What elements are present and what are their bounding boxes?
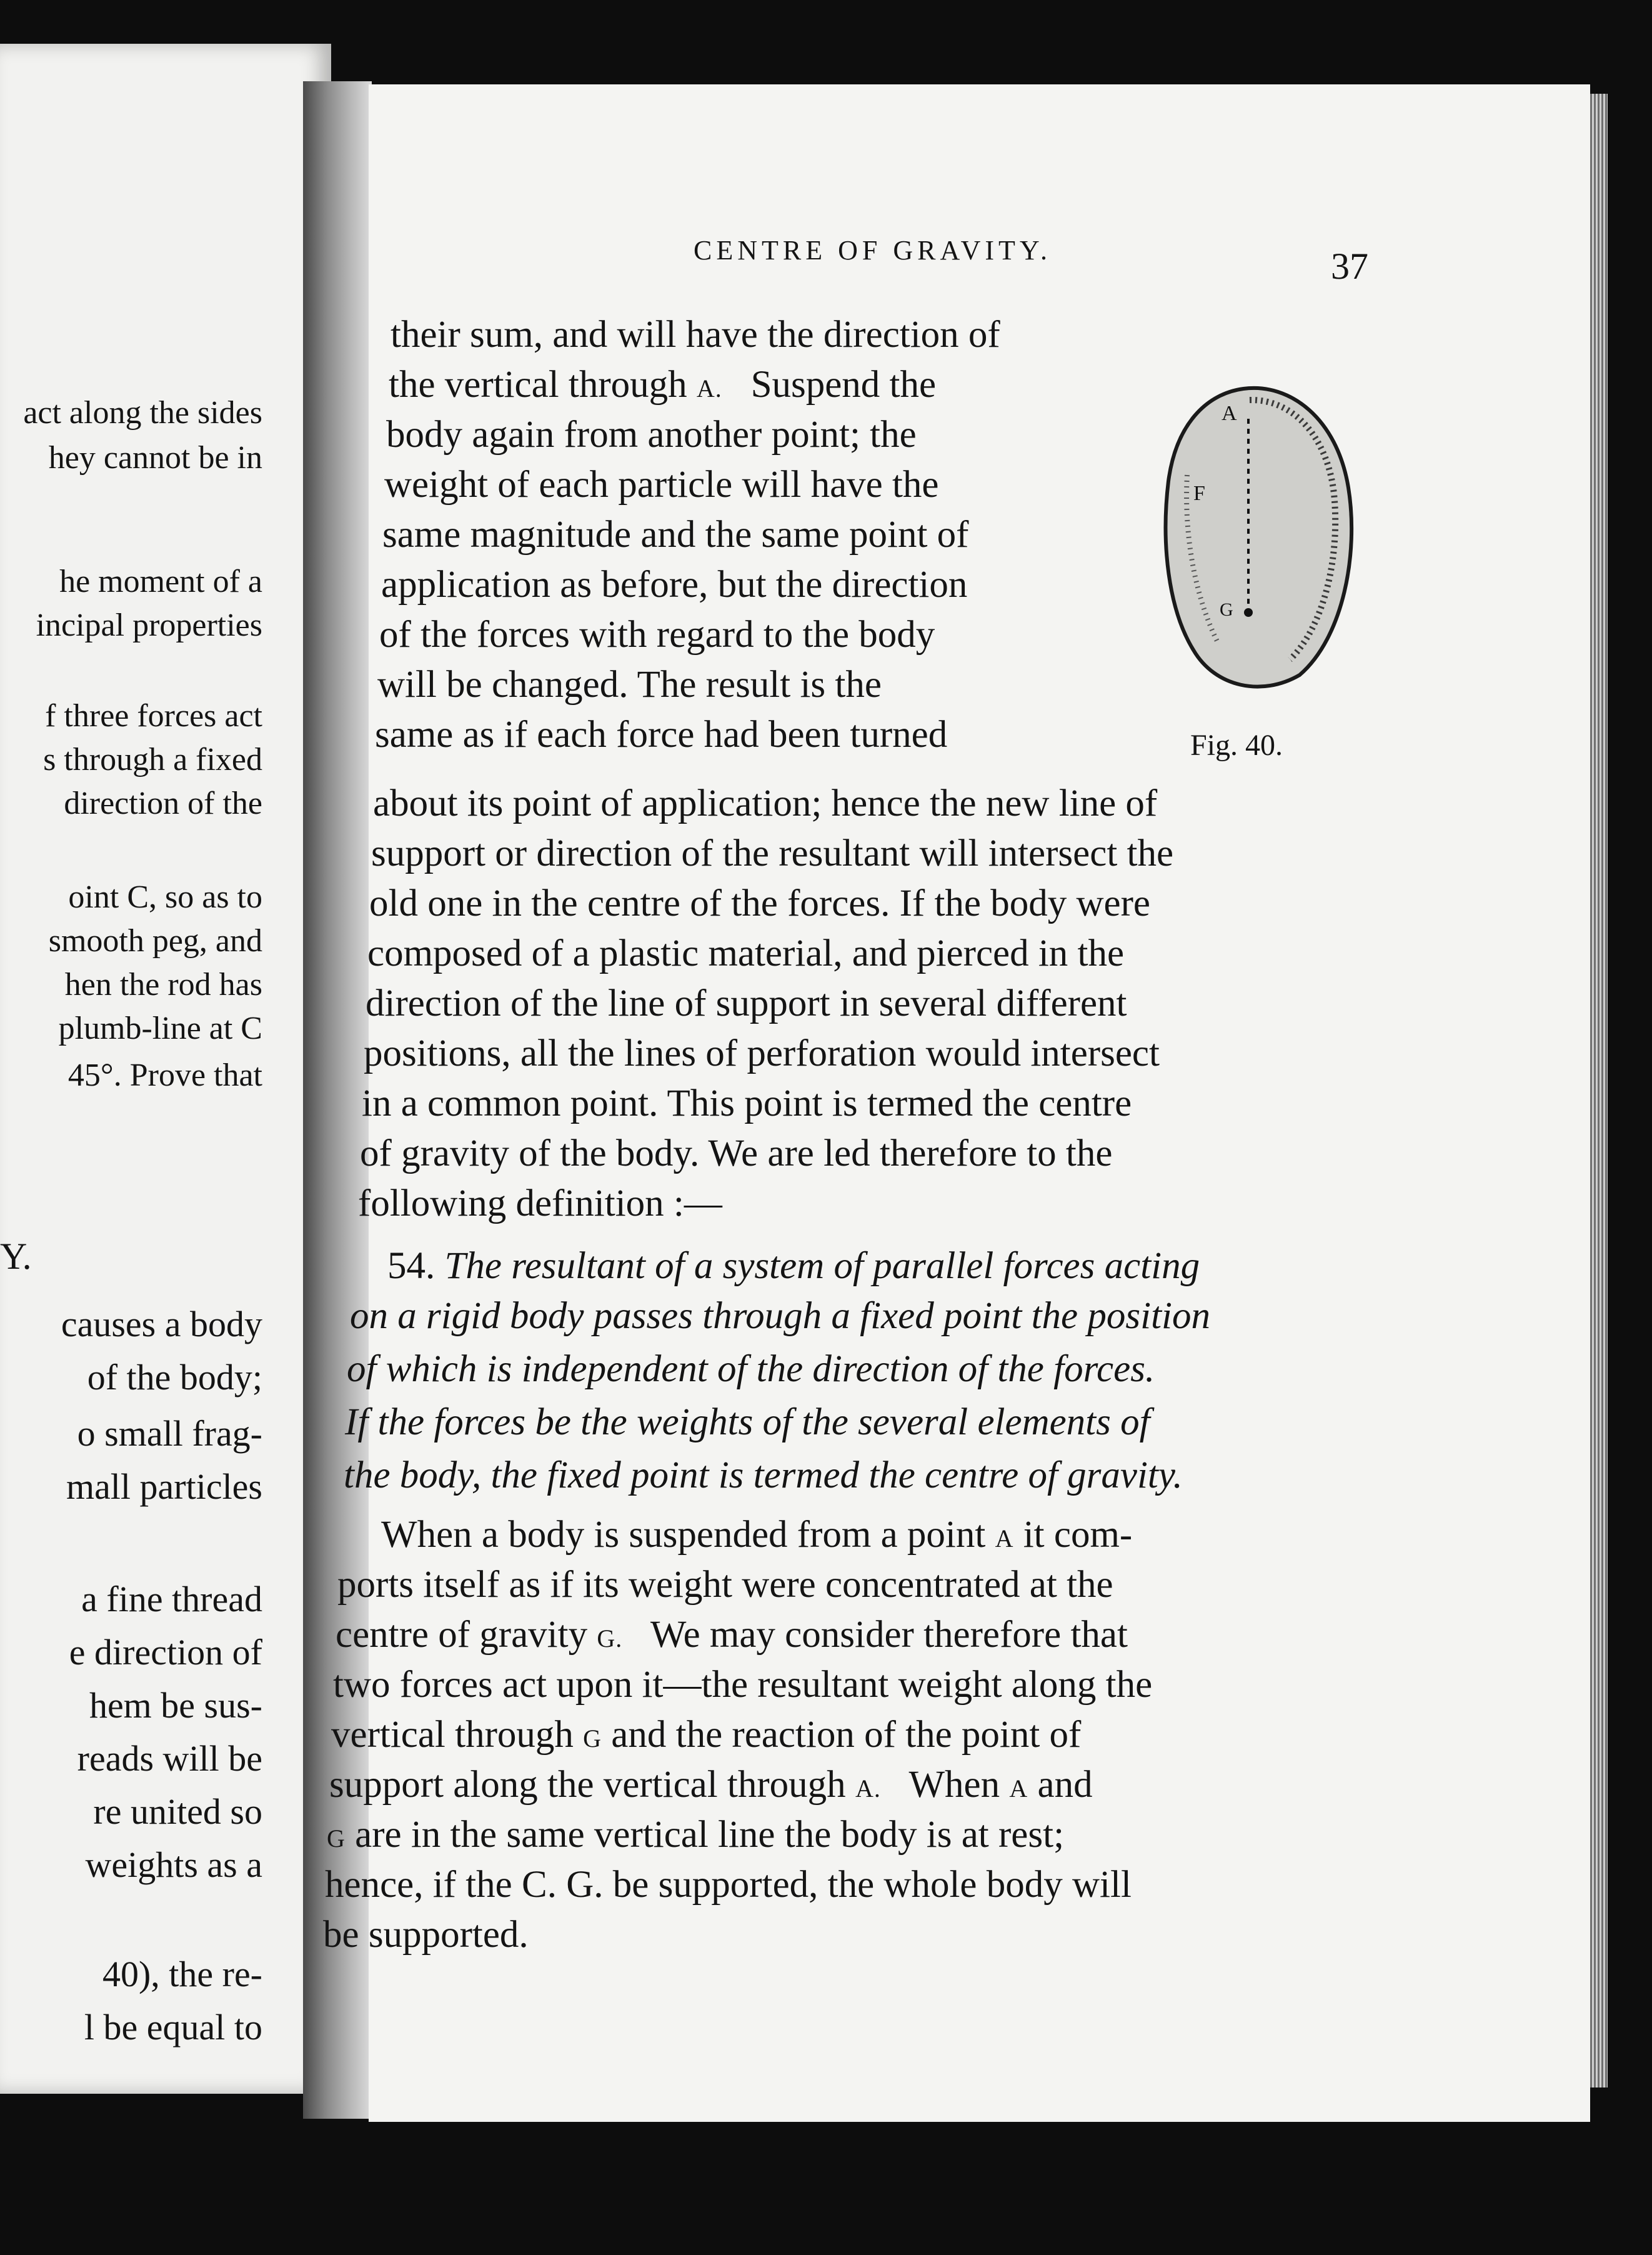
left-page-line: reads will be: [77, 1738, 262, 1779]
body-line: G are in the same vertical line the body is at rest;: [327, 1814, 1065, 1856]
left-page-line: plumb-line at C: [58, 1011, 262, 1046]
left-page-line: o small frag-: [77, 1413, 262, 1454]
left-page-line: act along the sides: [23, 395, 262, 431]
body-line: two forces act upon it—the resultant weight along the: [333, 1664, 1153, 1706]
definition-line: 54. The resultant of a system of parallel forces acting: [387, 1245, 1200, 1287]
left-page-line: he moment of a: [59, 564, 262, 599]
label-f: F: [1193, 482, 1205, 505]
left-page-line: of the body;: [87, 1357, 262, 1398]
definition-line: on a rigid body passes through a fixed point the position: [350, 1295, 1210, 1337]
body-line: same as if each force had been turned: [375, 714, 948, 756]
section-number: 54.: [387, 1245, 435, 1287]
body-line: positions, all the lines of perforation would intersect: [364, 1032, 1160, 1074]
definition-line: the body, the fixed point is termed the centre of gravity.: [344, 1454, 1183, 1496]
left-page-line: f three forces act: [45, 698, 262, 734]
left-page-line: weights as a: [85, 1844, 262, 1885]
left-page-line: a fine thread: [81, 1579, 262, 1619]
label-a: A: [1222, 402, 1237, 425]
body-line: ports itself as if its weight were concentrated at the: [337, 1564, 1113, 1606]
body-line: hence, if the C. G. be supported, the whole body will: [325, 1864, 1132, 1906]
left-page-line: re united so: [93, 1791, 262, 1832]
left-page-line: e direction of: [69, 1632, 262, 1672]
body-line: application as before, but the direction: [381, 564, 968, 606]
body-line: following definition :—: [358, 1182, 722, 1224]
body-line: will be changed. The result is the: [377, 664, 882, 706]
label-g: G: [1220, 599, 1233, 620]
body-line: centre of gravity G. We may consider therefore that: [336, 1614, 1128, 1656]
body-line: the vertical through A. Suspend the: [389, 364, 937, 406]
page-number: 37: [1331, 246, 1368, 287]
left-page-line: mall particles: [66, 1466, 262, 1507]
running-head: CENTRE OF GRAVITY.: [694, 235, 1052, 266]
left-page-line: hey cannot be in: [48, 440, 262, 476]
left-page-line: hem be sus-: [89, 1685, 262, 1726]
figure-irregular-body: [1150, 375, 1362, 700]
left-page-line: smooth peg, and: [48, 923, 262, 959]
page-edge-stack: [1590, 94, 1608, 2088]
left-page-line: incipal properties: [36, 608, 262, 643]
body-line: of gravity of the body. We are led therefore to the: [360, 1132, 1113, 1174]
body-line: same magnitude and the same point of: [382, 514, 969, 556]
body-line: vertical through G and the reaction of the point of: [331, 1714, 1082, 1756]
body-line: When a body is suspended from a point A it com-: [381, 1514, 1133, 1556]
left-page-line: s through a fixed: [43, 742, 262, 778]
left-page-line: oint C, so as to: [68, 879, 262, 915]
body-line: composed of a plastic material, and pierced in the: [367, 932, 1125, 974]
left-page: [0, 44, 331, 2094]
definition-line: If the forces be the weights of the several elements of: [345, 1401, 1150, 1443]
left-page-line: 45°. Prove that: [67, 1058, 262, 1093]
left-page-line: l be equal to: [84, 2007, 262, 2048]
body-line: body again from another point; the: [386, 414, 917, 456]
left-page-line: Y.: [0, 1236, 32, 1277]
left-page-line: hen the rod has: [64, 967, 262, 1002]
body-line: weight of each particle will have the: [384, 464, 939, 506]
body-line: support or direction of the resultant will intersect the: [371, 832, 1174, 874]
body-line: of the forces with regard to the body: [379, 614, 935, 656]
figure-caption: Fig. 40.: [1190, 729, 1283, 762]
body-line: be supported.: [323, 1914, 529, 1956]
body-line: direction of the line of support in several different: [366, 982, 1127, 1024]
body-line: in a common point. This point is termed the centre: [362, 1082, 1132, 1124]
definition-line: of which is independent of the direction of the forces.: [347, 1348, 1155, 1390]
left-page-line: direction of the: [64, 786, 262, 821]
left-page-line: causes a body: [61, 1304, 262, 1344]
centre-of-gravity-point: [1244, 608, 1253, 617]
body-line: about its point of application; hence the new line of: [373, 782, 1158, 824]
body-line: their sum, and will have the direction of: [391, 314, 1000, 356]
point-a-label: A.: [696, 374, 722, 402]
body-line: support along the vertical through A. When A and: [329, 1764, 1093, 1806]
left-page-line: 40), the re-: [102, 1954, 262, 1994]
body-line: old one in the centre of the forces. If the body were: [369, 882, 1150, 924]
